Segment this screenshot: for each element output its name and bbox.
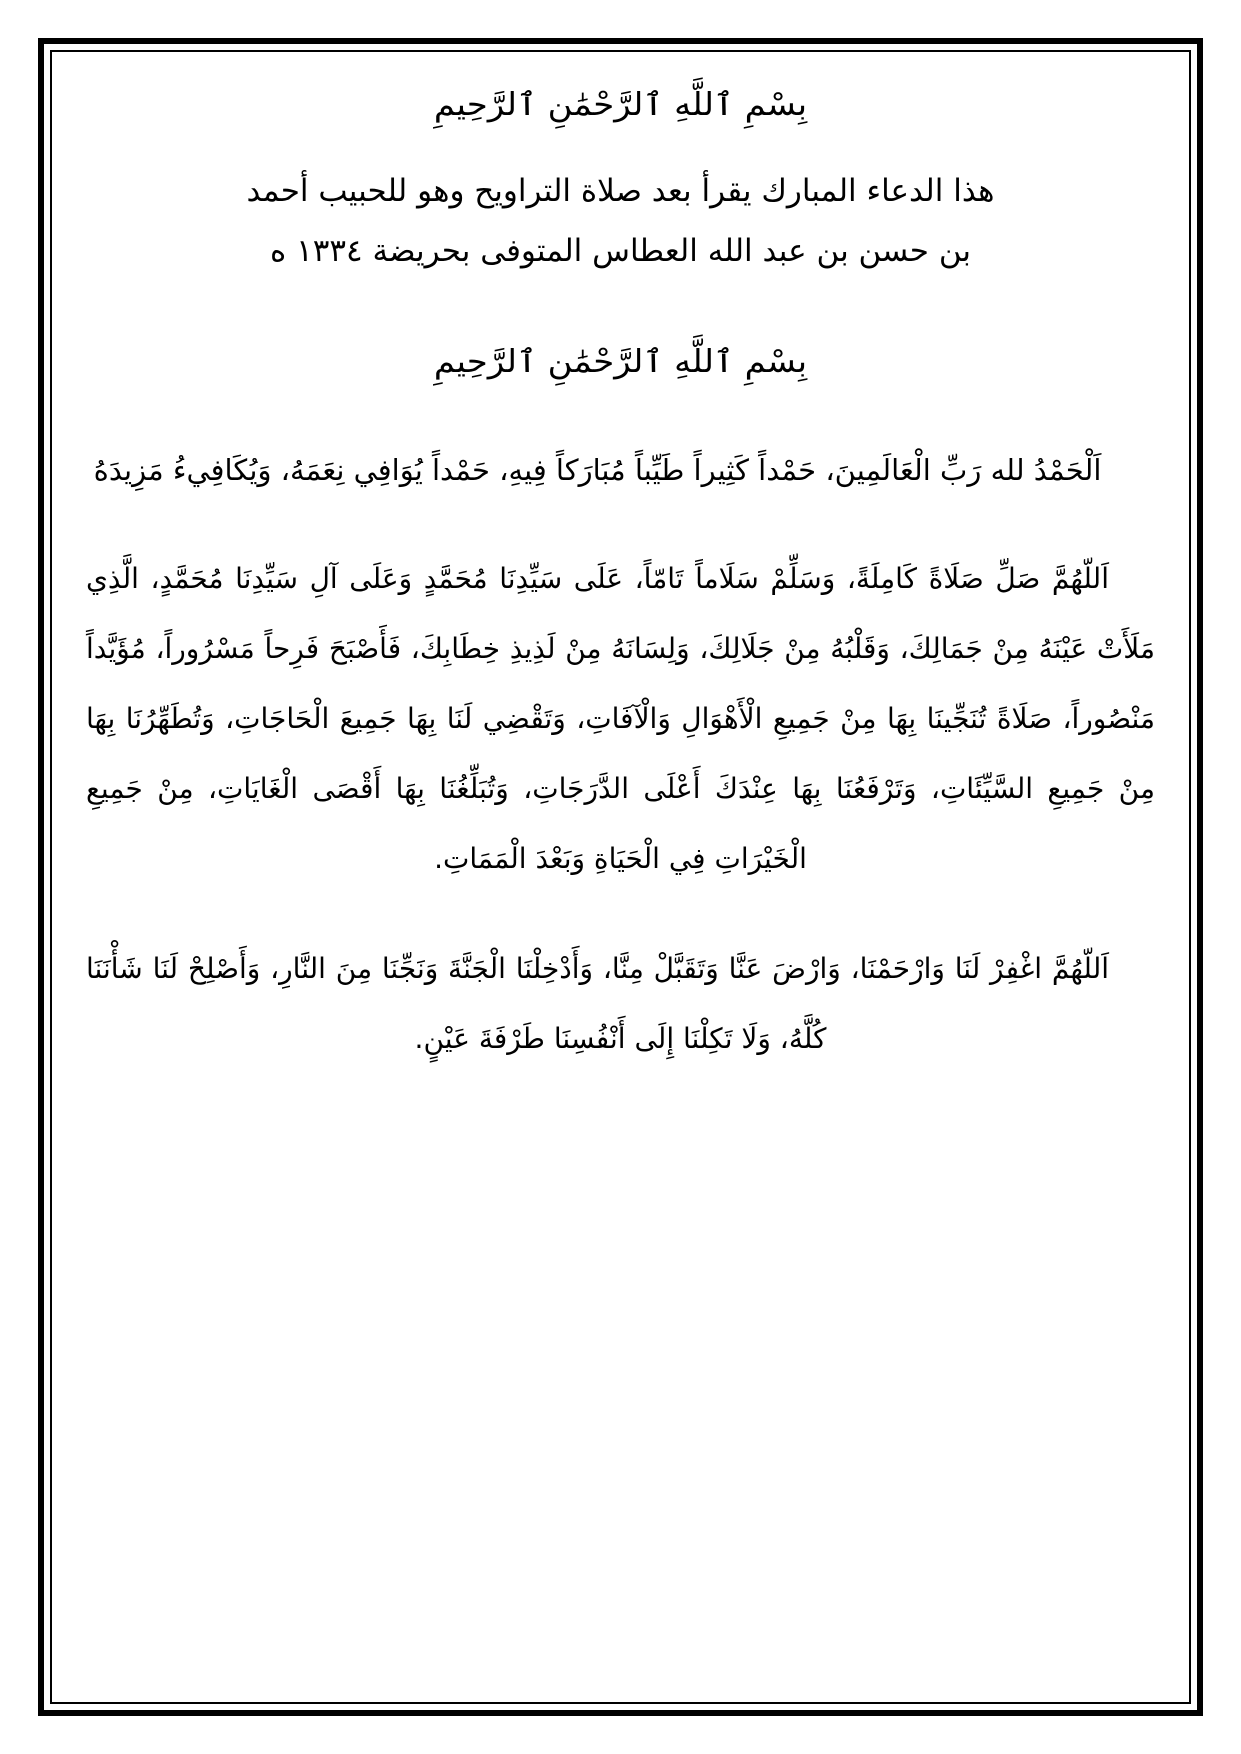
prayer-paragraph-salat (86, 544, 1155, 894)
page-content (80, 62, 1161, 1692)
prayer-paragraph-hamd (86, 436, 1155, 504)
prayer-paragraph-maghfira (86, 934, 1155, 1074)
basmala-heading-top: بِسْمِ ٱللَّهِ ٱلرَّحْمَٰنِ ٱلرَّحِيمِ (433, 86, 808, 124)
prayer-text: اَللّهُمَّ اغْفِرْ لَنَا وَارْحَمْنَا، وَارْضَ عَنَّا وَتَقَبَّلْ مِنَّا، وَأَدْخِلْنَا الْجَنَّةَ وَنَجِّنَا مِنَ النَّارِ، وَأَصْلِحْ لَنَا شَأْنَنَا كُلَّهُ، وَلَا تَكِلْنَا إِلَى أَنْفُسِنَا طَرْفَةَ عَيْنٍ. (86, 952, 1109, 1056)
prayer-text: اَلْحَمْدُ لله رَبِّ الْعَالَمِينَ، حَمْداً كَثِيراً طَيِّباً مُبَارَكاً فِيهِ، حَمْداً يُوَافِي نِعَمَهُ، وَيُكَافِيءُ مَزِيدَهُ (93, 452, 1102, 487)
intro-note (124, 161, 1117, 282)
basmala-heading-second: بِسْمِ ٱللَّهِ ٱلرَّحْمَٰنِ ٱلرَّحِيمِ (433, 343, 808, 381)
intro-note-line: بن حسن بن عبد الله العطاس المتوفى بحريضة ١٣٣٤ ه (269, 232, 972, 269)
prayer-text: اَللّهُمَّ صَلِّ صَلَاةً كَامِلَةً، وَسَلِّمْ سَلَاماً تَامّاً، عَلَى سَيِّدِنَا مُحَمَّدٍ وَعَلَى آلِ سَيِّدِنَا مُحَمَّدٍ، الَّذِي مَلَأَتْ عَيْنَهُ مِنْ جَمَالِكَ، وَقَلْبُهُ مِنْ جَلَالِكَ، وَلِسَانَهُ مِنْ لَذِيذِ خِطَابِكَ، فَأَصْبَحَ فَرِحاً مَسْرُوراً، مُؤَيَّداً مَنْصُوراً، صَلَاةً تُنَجِّينَا بِهَا مِنْ جَمِيعِ الْأَهْوَالِ وَالْآفَاتِ، وَتَقْضِي لَنَا بِهَا جَمِيعَ الْحَاجَاتِ، وَتُطَهِّرُنَا بِهَا مِنْ جَمِيعِ السَّيِّئَاتِ، وَتَرْفَعُنَا بِهَا عِنْدَكَ أَعْلَى الدَّرَجَاتِ، وَتُبَلِّغُنَا بِهَا أَقْصَى الْغَايَاتِ، مِنْ جَمِيعِ الْخَيْرَاتِ فِي الْحَيَاةِ وَبَعْدَ الْمَمَاتِ. (86, 562, 1155, 876)
intro-note-line: هذا الدعاء المبارك يقرأ بعد صلاة التراويح وهو للحبيب أحمد (246, 172, 995, 209)
